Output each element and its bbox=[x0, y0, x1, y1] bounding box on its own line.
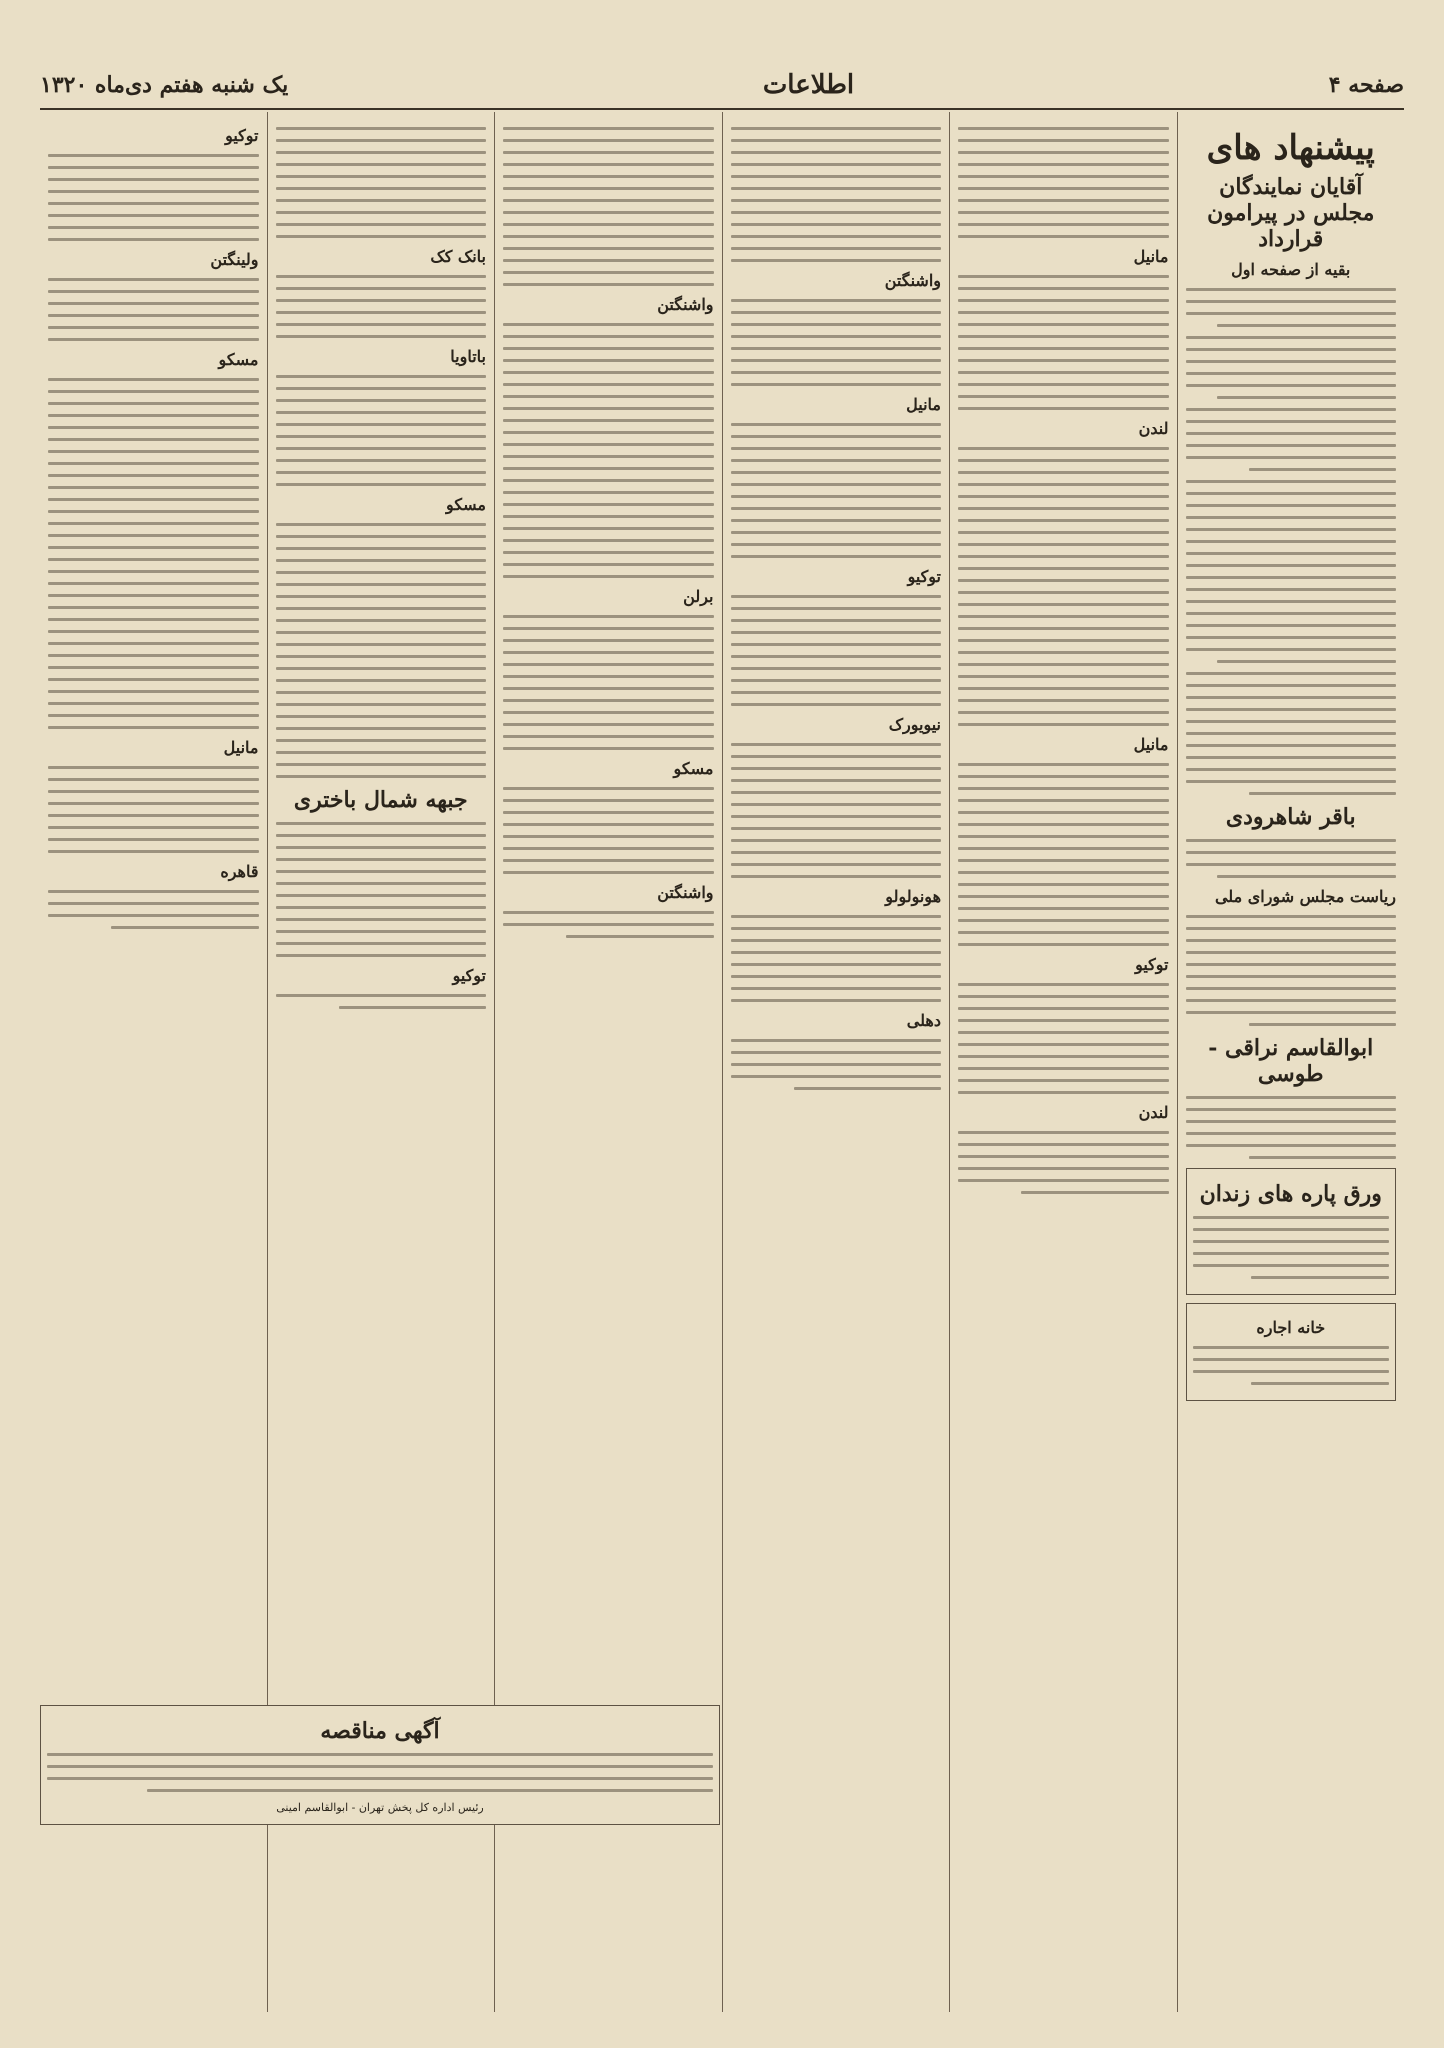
rent-box bbox=[1186, 1303, 1397, 1401]
subheadline: آقایان نمایندگان مجلس در پیرامون قرارداد bbox=[1207, 174, 1375, 252]
notice-signature: رئیس اداره کل پخش تهران - ابوالقاسم امینی bbox=[276, 1801, 484, 1814]
dateline: مانیل bbox=[906, 395, 941, 414]
section-heading: ابوالقاسم نراقی - طوسی bbox=[1208, 1035, 1374, 1087]
dateline: واشنگتن bbox=[657, 883, 714, 902]
continued-label: بقیه از صفحه اول bbox=[1231, 260, 1351, 279]
dateline: توکیو bbox=[452, 966, 486, 985]
dateline: مانیل bbox=[223, 738, 259, 757]
page-number: صفحه ۴ bbox=[1328, 72, 1404, 98]
notice-title: آگهی مناقصه bbox=[320, 1718, 440, 1744]
tender-notice bbox=[40, 1705, 720, 1825]
dateline: قاهره bbox=[220, 862, 259, 881]
dateline: توکیو bbox=[225, 126, 259, 145]
dateline: ولینگتن bbox=[210, 250, 259, 269]
dateline: مانیل bbox=[1133, 247, 1169, 266]
dateline: مانیل bbox=[1133, 735, 1169, 754]
dateline: واشنگتن bbox=[884, 271, 941, 290]
dateline: مسکو bbox=[218, 350, 259, 369]
dateline: دهلی bbox=[906, 1011, 941, 1030]
paper-name: اطلاعات bbox=[762, 70, 855, 100]
section-heading: ریاست مجلس شورای ملی bbox=[1214, 887, 1396, 906]
dateline: مسکو bbox=[673, 759, 714, 778]
dateline: بانک کک bbox=[430, 247, 486, 266]
headline: پیشنهاد های bbox=[1206, 128, 1375, 168]
issue-date: یک شنبه هفتم دی‌ماه ۱۳۲۰ bbox=[40, 72, 289, 98]
section-heading: خانه اجاره bbox=[1256, 1318, 1326, 1337]
masthead bbox=[40, 62, 1404, 110]
dateline: توکیو bbox=[1135, 955, 1169, 974]
dateline: برلن bbox=[683, 587, 714, 606]
dateline: باتاویا bbox=[450, 347, 486, 366]
dateline: لندن bbox=[1138, 419, 1169, 438]
section-heading: باقر شاهرودی bbox=[1225, 804, 1356, 830]
dateline: توکیو bbox=[907, 567, 941, 586]
dateline: مسکو bbox=[446, 495, 486, 514]
section-heading: جبهه شمال باختری bbox=[293, 787, 468, 813]
column-1 bbox=[1177, 112, 1405, 2012]
article-body bbox=[1186, 288, 1397, 795]
prison-notes-box bbox=[1186, 1168, 1397, 1295]
section-heading: ورق پاره های زندان bbox=[1199, 1181, 1382, 1207]
dateline: نیویورک bbox=[888, 715, 941, 734]
dateline: لندن bbox=[1138, 1103, 1169, 1122]
dateline: هونولولو bbox=[885, 887, 941, 906]
column-2 bbox=[949, 112, 1177, 2012]
column-3 bbox=[722, 112, 950, 2012]
dateline: واشنگتن bbox=[657, 295, 714, 314]
